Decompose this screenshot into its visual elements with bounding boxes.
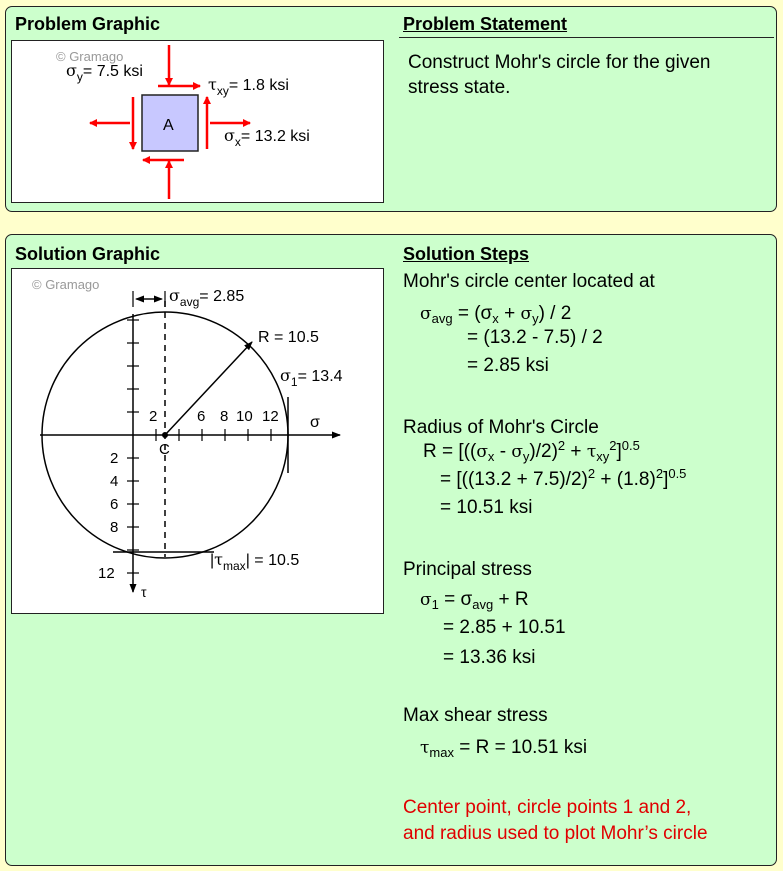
tau-tick-label: 2 — [110, 450, 119, 467]
solution-graphic-heading: Solution Graphic — [15, 244, 161, 264]
tau-tick-label: 6 — [110, 496, 119, 513]
problem-statement-heading: Problem Statement — [403, 14, 568, 34]
problem-statement: Construct Mohr's circle for the given stress state. — [408, 52, 711, 98]
problem-graphic-heading: Problem Graphic — [15, 14, 161, 34]
sigma-avg-label: $\sigma_{avg}= 2.85$ — [169, 286, 245, 309]
tau-tick-label: 8 — [110, 519, 119, 536]
sigma-tick-label: 8 — [220, 408, 229, 425]
sigma-tick-label: 10 — [236, 408, 253, 425]
solution-steps — [403, 270, 708, 846]
solution-steps-heading: Solution Steps — [403, 244, 529, 264]
tau-tick-label: 12 — [98, 565, 115, 582]
radius-label: R = 10.5 — [258, 329, 319, 346]
step1-substitution: = (13.2 - 7.5) / 2 — [467, 327, 603, 348]
heading-divider — [399, 37, 774, 38]
solution-watermark: © Gramago — [32, 277, 100, 292]
step3-title: Principal stress — [403, 559, 532, 580]
step4-title: Max shear stress — [403, 705, 548, 726]
step4-equation: $\tau_{max} = R = 10.51$ ksi — [420, 737, 588, 760]
tau-tick-label: 4 — [110, 473, 119, 490]
sigma-tick-label: 12 — [262, 408, 279, 425]
step2-equation: $R = [((\sigma_x - \sigma_y)/2)^2 + \tau_{xy}^2]^{0.5}$ — [423, 438, 640, 464]
mohr-circle-box — [11, 268, 384, 614]
note-line-2: and radius used to plot Mohr’s circle — [403, 823, 708, 844]
tau-max-label: $|\tau_{max}| = 10.5$ — [210, 550, 300, 573]
note-line-1: Center point, circle points 1 and 2, — [403, 797, 692, 818]
problem-graphic-box — [11, 40, 384, 203]
mohr-circle-diagram — [12, 269, 384, 614]
tau-xy-label: $\tau_{xy}= 1.8$ ksi — [208, 75, 289, 98]
problem-watermark: © Gramago — [56, 49, 124, 64]
step3-result: = 13.36 ksi — [443, 647, 536, 668]
step2-result: = 10.51 ksi — [440, 497, 533, 518]
sigma-y-label: $\sigma_y= 7.5$ ksi — [66, 61, 143, 84]
sigma-axis-label: σ — [310, 414, 320, 431]
step2-title: Radius of Mohr's Circle — [403, 417, 599, 438]
step1-result: = 2.85 ksi — [467, 355, 549, 376]
step3-equation: $\sigma_1 = \sigma_{avg} + R$ — [420, 589, 529, 612]
stress-element-diagram — [12, 41, 384, 203]
element-label: A — [163, 117, 174, 134]
sigma-tick-label: 2 — [149, 408, 158, 425]
center-label: C — [159, 441, 170, 458]
tau-axis-label: τ — [141, 584, 147, 600]
sigma1-label: $\sigma_1= 13.4$ — [280, 366, 343, 389]
step3-substitution: = 2.85 + 10.51 — [443, 617, 566, 638]
step1-title: Mohr's circle center located at — [403, 271, 655, 292]
sigma-tick-label: 6 — [197, 408, 206, 425]
step1-equation: $\sigma_{avg} = (\sigma_x + \sigma_y) / 2$ — [420, 303, 572, 326]
sigma-x-label: $\sigma_x= 13.2$ ksi — [224, 126, 310, 149]
step2-substitution: = $[((13.2 + 7.5)/2)^2 + (1.8)^2]^{0.5}$ — [440, 466, 687, 490]
